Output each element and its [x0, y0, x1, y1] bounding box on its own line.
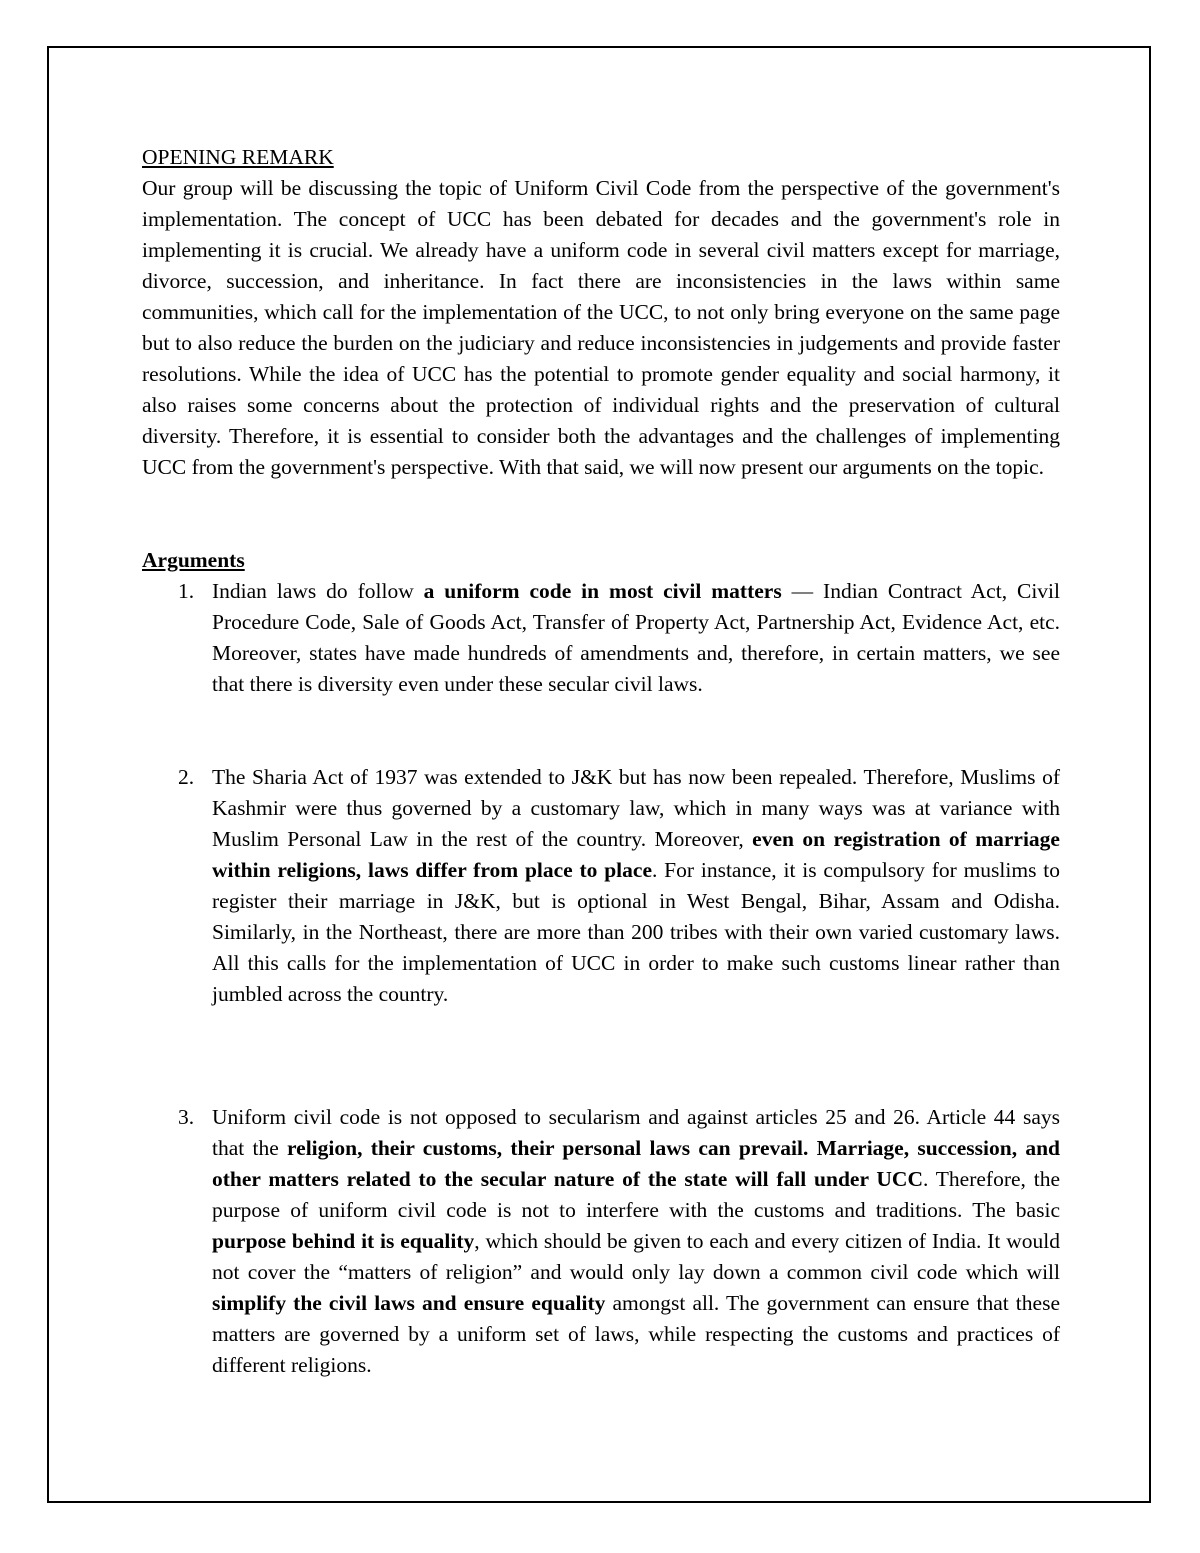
argument-item-1 — [142, 576, 1060, 700]
arguments-list — [142, 576, 1060, 1381]
argument-item-3 — [142, 1102, 1060, 1381]
argument-text: Indian laws do follow — [212, 579, 424, 603]
argument-number: 1. — [178, 579, 195, 603]
argument-number: 2. — [178, 765, 195, 789]
argument-emphasis: purpose behind it is equality — [212, 1229, 475, 1253]
document-body — [142, 142, 1060, 1381]
opening-remark-heading: OPENING REMARK — [142, 145, 334, 169]
argument-emphasis: religion, their customs, their personal laws can prevail. Marriage, succession, and other matters related to the secular nature of the state will fall under UCC — [212, 1136, 1060, 1191]
argument-text: amongst all. The government can ensure that these matters are governed by a uniform set of laws, while respecting the customs and practices of different religions. — [212, 1291, 1060, 1377]
argument-text: . For instance, it is compulsory for muslims to register their marriage in J&K, but is optional in West Bengal, Bihar, Assam and Odisha. Similarly, in the Northeast, there are more than 200 tribes with their own varied customary laws. All this calls for the implementation of UCC in order to make such customs linear rather than jumbled across the country. — [212, 858, 1060, 1006]
argument-emphasis: simplify the civil laws and ensure equality — [212, 1291, 606, 1315]
argument-text: . Therefore, the purpose of uniform civil code is not to interfere with the customs and traditions. The basic — [212, 1167, 1060, 1222]
argument-emphasis: a uniform code in most civil matters — [423, 579, 782, 603]
argument-number: 3. — [178, 1105, 195, 1129]
argument-text: The Sharia Act of 1937 was extended to J&K but has now been repealed. Therefore, Muslims of Kashmir were thus governed by a customary law, which in many ways was at variance with Muslim Personal Law in the rest of the country. Moreover, — [212, 765, 1060, 851]
argument-text: , which should be given to each and every citizen of India. It would not cover the “matters of religion” and would only lay down a common civil code which will — [212, 1229, 1060, 1284]
arguments-heading: Arguments — [142, 548, 245, 572]
argument-text: Uniform civil code is not opposed to secularism and against articles 25 and 26. Article 44 says that the — [212, 1105, 1060, 1160]
argument-text: — Indian Contract Act, Civil Procedure Code, Sale of Goods Act, Transfer of Property Act, Partnership Act, Evidence Act, etc. Moreover, states have made hundreds of amendments and, therefore, in certain matters, we see that there is diversity even under these secular civil laws. — [212, 579, 1060, 696]
argument-item-2 — [142, 762, 1060, 1010]
argument-emphasis: even on registration of marriage within religions, laws differ from place to place — [212, 827, 1060, 882]
opening-remark-paragraph: Our group will be discussing the topic of Uniform Civil Code from the perspective of the government's implementation. The concept of UCC has been debated for decades and the government's role in implementing it is crucial. We already have a uniform code in several civil matters except for marriage, divorce, succession, and inheritance. In fact there are inconsistencies in the laws within same communities, which call for the implementation of the UCC, to not only bring everyone on the same page but to also reduce the burden on the judiciary and reduce inconsistencies in judgements and provide faster resolutions. While the idea of UCC has the potential to promote gender equality and social harmony, it also raises some concerns about the protection of individual rights and the preservation of cultural diversity. Therefore, it is essential to consider both the advantages and the challenges of implementing UCC from the government's perspective. With that said, we will now present our arguments on the topic. — [142, 176, 1060, 479]
